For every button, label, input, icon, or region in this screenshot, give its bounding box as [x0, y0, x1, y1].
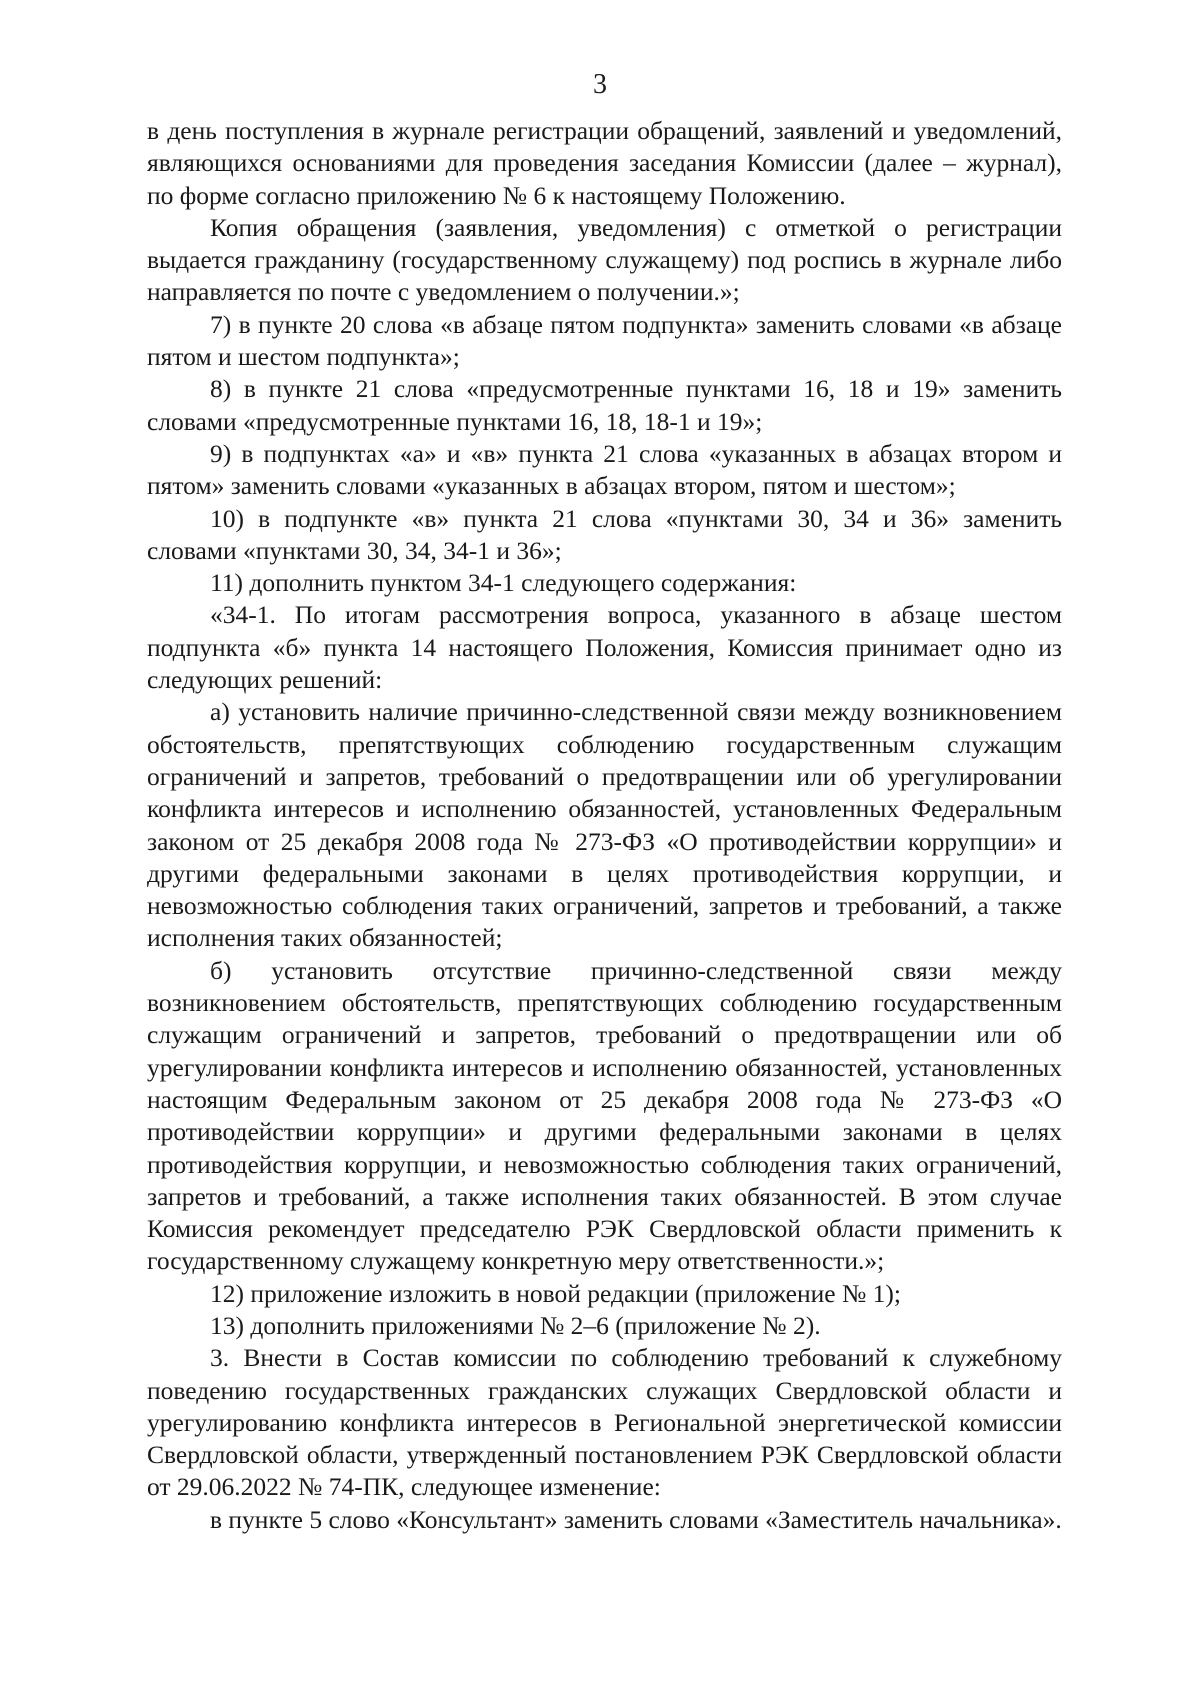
paragraph-section-3: 3. Внести в Состав комиссии по соблюдению требований к служебному поведению государственных гражданских служащих Свердловской области и урегулированию конфликта интересов в Региональной энергетической комиссии Свердловской области, утвержденный постановлением РЭК Свердловской области от 29.06.2022 № 74-ПК, следующее изменение: — [147, 1343, 1062, 1502]
paragraph-subitem-b: б) установить отсутствие причинно-следственной связи между возникновением обстоятельств, препятствующих соблюдению государственным служащим ограничений и запретов, требований о предотвращении или об урегулировании конфликта интересов и исполнению обязанностей, установленных настоящим Федеральным законом от 25 декабря 2008 года № 273-ФЗ «О противодействии коррупции» и другими федеральными законами в целях противодействия коррупции, и невозможностью соблюдения таких ограничений, запретов и требований, а также исполнения таких обязанностей. В этом случае Комиссия рекомендует председателю РЭК Свердловской области применить к государственному служащему конкретную меру ответственности.»; — [147, 955, 1062, 1276]
paragraph-34-1: «34-1. По итогам рассмотрения вопроса, указанного в абзаце шестом подпункта «б» пункта 14 настоящего Положения, Комиссия принимает одно из следующих решений: — [147, 600, 1062, 695]
page-number: 3 — [593, 69, 607, 100]
paragraph-2: Копия обращения (заявления, уведомления) с отметкой о регистрации выдается гражданину (государственному служащему) под роспись в журнале либо направляется по почте с уведомлением о получении.»; — [147, 212, 1062, 307]
paragraph-item-12: 12) приложение изложить в новой редакции (приложение № 1); — [210, 1278, 901, 1308]
paragraph-last: в пункте 5 слово «Консультант» заменить словами «Заместитель начальника». — [210, 1504, 1062, 1534]
document-body — [147, 115, 1062, 1536]
paragraph-item-9: 9) в подпунктах «а» и «в» пункта 21 слова «указанных в абзацах втором и пятом» заменить словами «указанных в абзацах втором, пятом и шестом»; — [147, 438, 1062, 501]
paragraph-item-8: 8) в пункте 21 слова «предусмотренные пунктами 16, 18 и 19» заменить словами «предусмотренные пунктами 16, 18, 18-1 и 19»; — [147, 374, 1062, 436]
paragraph-1: в день поступления в журнале регистрации обращений, заявлений и уведомлений, являющихся основаниями для проведения заседания Комиссии (далее – журнал), по форме согласно приложению № 6 к настоящему Положению. — [147, 116, 1062, 210]
paragraph-item-13: 13) дополнить приложениями № 2–6 (приложение № 2). — [210, 1310, 821, 1340]
paragraph-item-11: 11) дополнить пунктом 34-1 следующего содержания: — [210, 568, 797, 598]
paragraph-subitem-a: а) установить наличие причинно-следственной связи между возникновением обстоятельств, препятствующих соблюдению государственным служащим ограничений и запретов, требований о предотвращении или об урегулировании конфликта интересов и исполнению обязанностей, установленных Федеральным законом от 25 декабря 2008 года № 273-ФЗ «О противодействии коррупции» и другими федеральными законами в целях противодействия коррупции, и невозможностью соблюдения таких ограничений, запретов и требований, а также исполнения таких обязанностей; — [147, 697, 1062, 953]
paragraph-item-10: 10) в подпункте «в» пункта 21 слова «пунктами 30, 34 и 36» заменить словами «пунктами 30, 34, 34-1 и 36»; — [147, 503, 1062, 565]
paragraph-item-7: 7) в пункте 20 слова «в абзаце пятом подпункта» заменить словами «в абзаце пятом и шестом подпункта»; — [147, 309, 1062, 372]
